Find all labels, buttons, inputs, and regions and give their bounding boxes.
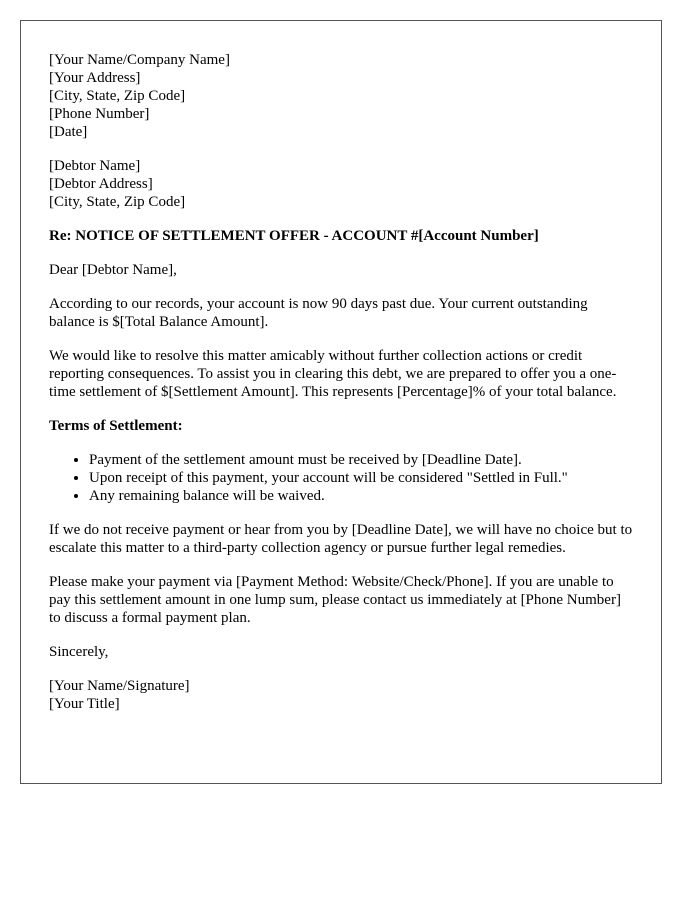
settlement-letter xyxy=(20,20,662,784)
sender-address: [Your Address] xyxy=(49,70,141,86)
subject-line: Re: NOTICE OF SETTLEMENT OFFER - ACCOUNT #[Account Number] xyxy=(49,228,539,244)
recipient-city-state-zip: [City, State, Zip Code] xyxy=(49,194,186,210)
closing: Sincerely, xyxy=(49,644,109,660)
body-paragraph-3: If we do not receive payment or hear from you by [Deadline Date], we will have no choice but to escalate this matter to a third-party collection agency or pursue further legal remedies. xyxy=(49,522,633,556)
terms-list-item: • Payment of the settlement amount must be received by [Deadline Date]. xyxy=(89,451,633,469)
recipient-address: [Debtor Address] xyxy=(49,176,153,192)
sender-name: [Your Name/Company Name] xyxy=(49,52,230,68)
body-paragraph-1: According to our records, your account is now 90 days past due. Your current outstanding balance is $[Total Balance Amount]. xyxy=(49,296,588,330)
sender-phone: [Phone Number] xyxy=(49,106,150,122)
body-paragraph-4: Please make your payment via [Payment Method: Website/Check/Phone]. If you are unable to pay this settlement amount in one lump sum, please contact us immediately at [Phone Number] to discuss a formal payment plan. xyxy=(49,574,621,626)
terms-list xyxy=(49,451,633,505)
salutation: Dear [Debtor Name], xyxy=(49,262,177,278)
sender-block xyxy=(49,51,633,141)
signature-block xyxy=(49,677,633,713)
terms-heading: Terms of Settlement: xyxy=(49,418,183,434)
sender-city-state-zip: [City, State, Zip Code] xyxy=(49,88,186,104)
letter-date: [Date] xyxy=(49,124,88,140)
signature-name: [Your Name/Signature] xyxy=(49,678,190,694)
recipient-name: [Debtor Name] xyxy=(49,158,141,174)
terms-list-item: • Any remaining balance will be waived. xyxy=(89,487,633,505)
body-paragraph-2: We would like to resolve this matter amicably without further collection actions or credit reporting consequences. To assist you in clearing this debt, we are prepared to offer you a one-time settlement of $[Settlement Amount]. This represents [Percentage]% of your total balance. xyxy=(49,348,617,400)
signature-title: [Your Title] xyxy=(49,696,120,712)
recipient-block xyxy=(49,157,633,211)
terms-list-item: • Upon receipt of this payment, your account will be considered "Settled in Full." xyxy=(89,469,633,487)
